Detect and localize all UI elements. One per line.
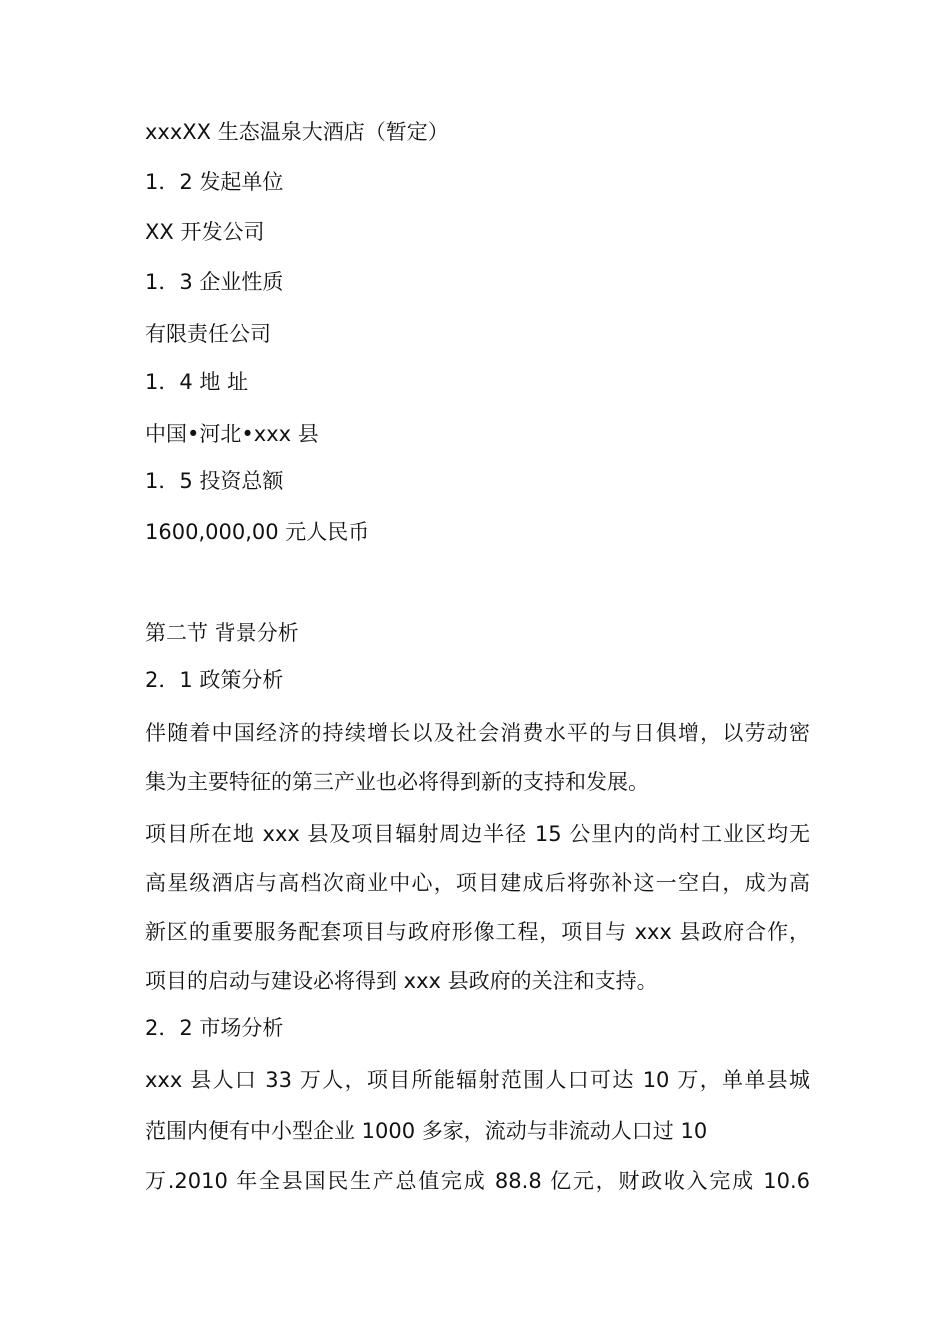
paragraph-line: 伴随着中国经济的持续增长以及社会消费水平的与日俱增，以劳动密 [145, 721, 810, 745]
paragraph-line: 范围内便有中小型企业 1000 多家，流动与非流动人口过 10 [145, 1119, 708, 1143]
enterprise-type: 有限责任公司 [145, 322, 271, 346]
paragraph-line: 项目所在地 xxx 县及项目辐射周边半径 15 公里内的尚村工业区均无 [145, 822, 810, 846]
heading-1-4: 1．4 地 址 [145, 370, 249, 394]
section-2-title: 第二节 背景分析 [145, 621, 299, 645]
paragraph-line: 集为主要特征的第三产业也必将得到新的支持和发展。 [145, 770, 649, 794]
paragraph-line: 项目的启动与建设必将得到 xxx 县政府的关注和支持。 [145, 969, 658, 993]
paragraph-line: 万.2010 年全县国民生产总值完成 88.8 亿元，财政收入完成 10.6 [145, 1169, 810, 1193]
paragraph-line: xxx 县人口 33 万人，项目所能辐射范围人口可达 10 万，单单县城 [145, 1068, 810, 1092]
investment-amount: 1600,000,00 元人民币 [145, 520, 370, 544]
address-text: 中国•河北•xxx 县 [145, 422, 319, 446]
heading-2-2: 2．2 市场分析 [145, 1016, 284, 1040]
heading-1-3: 1．3 企业性质 [145, 270, 284, 294]
sponsor-name: XX 开发公司 [145, 220, 265, 244]
heading-1-5: 1．5 投资总额 [145, 469, 284, 493]
paragraph-line: 新区的重要服务配套项目与政府形像工程，项目与 xxx 县政府合作， [145, 920, 810, 944]
project-name: xxxXX 生态温泉大酒店（暂定） [145, 120, 449, 144]
heading-1-2: 1．2 发起单位 [145, 170, 284, 194]
paragraph-line: 高星级酒店与高档次商业中心，项目建成后将弥补这一空白，成为高 [145, 871, 810, 895]
heading-2-1: 2．1 政策分析 [145, 668, 284, 692]
